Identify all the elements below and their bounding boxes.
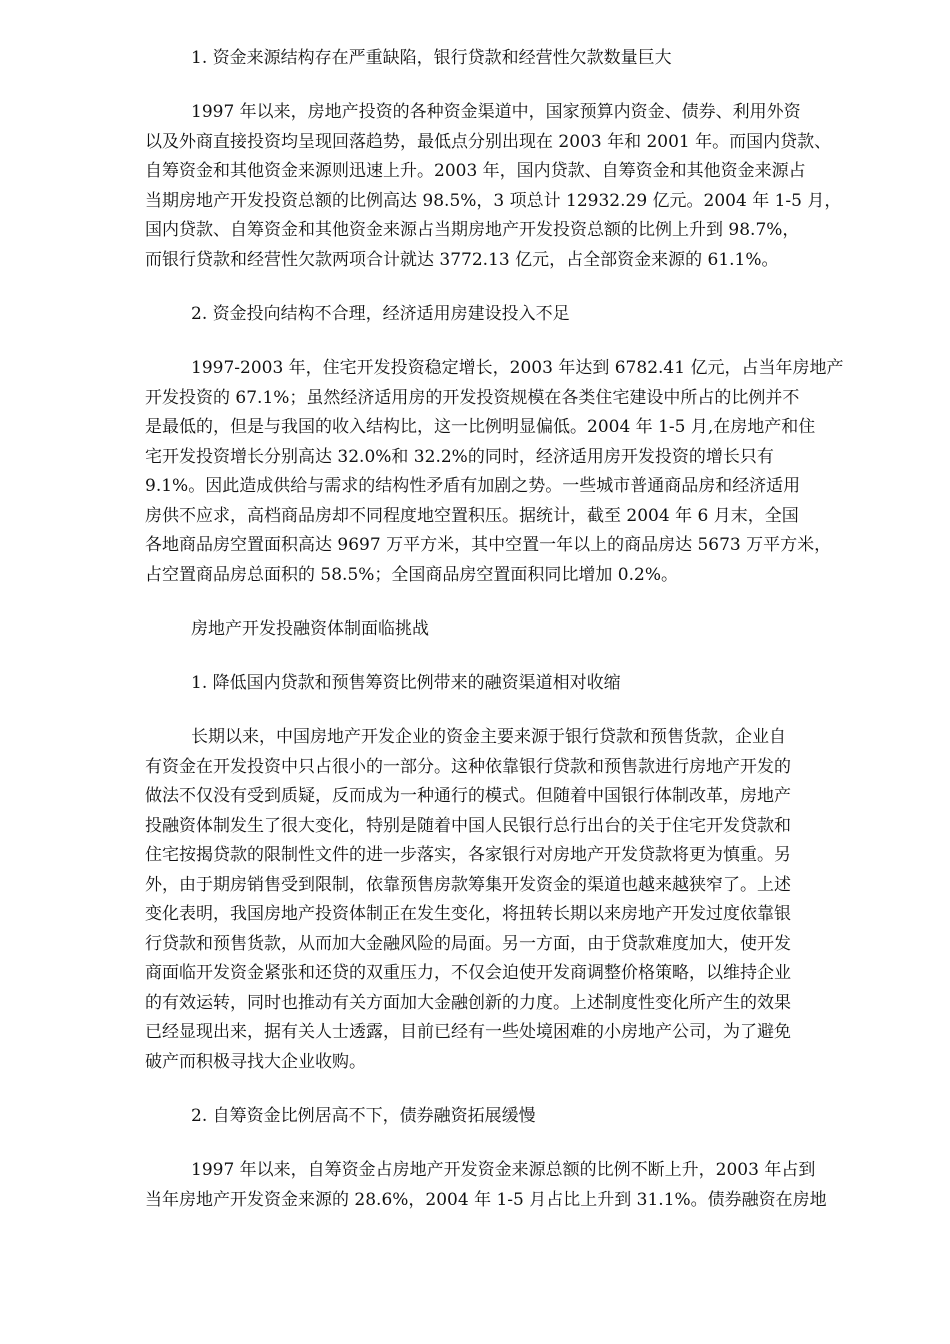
paragraph-line: 当期房地产开发投资总额的比例高达 98.5%，3 项总计 12932.29 亿元。2004 年 1-5 月， xyxy=(145,190,842,211)
paragraph-line: 是最低的，但是与我国的收入结构比，这一比例明显偏低。2004 年 1-5 月,在房地产和住 xyxy=(145,417,816,437)
paragraph-line: 变化表明，我国房地产投资体制正在发生变化，将扭转长期以来房地产开发过度依靠银 xyxy=(145,904,791,924)
paragraph-line: 的有效运转，同时也推动有关方面加大金融创新的力度。上述制度性变化所产生的效果 xyxy=(145,992,791,1013)
paragraph-line: 占空置商品房总面积的 58.5%；全国商品房空置面积同比增加 0.2%。 xyxy=(145,564,679,585)
paragraph-line: 各地商品房空置面积高达 9697 万平方米，其中空置一年以上的商品房达 5673 万平方米， xyxy=(145,535,832,555)
paragraph-line: 外，由于期房销售受到限制，依靠预售房款筹集开发资金的渠道也越来越狭窄了。上述 xyxy=(145,874,791,895)
paragraph-line: 破产而积极寻找大企业收购。 xyxy=(145,1051,366,1072)
paragraph-line: 9.1%。因此造成供给与需求的结构性矛盾有加剧之势。一些城市普通商品房和经济适用 xyxy=(145,476,801,496)
paragraph-line: 国内贷款、自筹资金和其他资金来源占当期房地产开发投资总额的比例上升到 98.7%， xyxy=(145,220,800,240)
section-heading: 2. 自筹资金比例居高不下，债券融资拓展缓慢 xyxy=(191,1106,536,1126)
section-heading: 2. 资金投向结构不合理，经济适用房建设投入不足 xyxy=(191,304,570,324)
paragraph-line: 已经显现出来，据有关人士透露，目前已经有一些处境困难的小房地产公司，为了避免 xyxy=(145,1022,791,1042)
paragraph-line: 行贷款和预售货款，从而加大金融风险的局面。另一方面，由于贷款难度加大，使开发 xyxy=(145,933,791,954)
paragraph-line: 1997 年以来，房地产投资的各种资金渠道中，国家预算内资金、债券、利用外资 xyxy=(191,102,801,122)
paragraph xyxy=(145,723,873,1077)
paragraph-line: 有资金在开发投资中只占很小的一部分。这种依靠银行贷款和预售款进行房地产开发的 xyxy=(145,756,791,777)
paragraph-line: 以及外商直接投资均呈现回落趋势，最低点分别出现在 2003 年和 2001 年。而国内贷款、 xyxy=(145,131,832,152)
paragraph xyxy=(145,354,873,590)
paragraph-line: 当年房地产开发资金来源的 28.6%，2004 年 1-5 月占比上升到 31.1%。债券融资在房地 xyxy=(145,1189,827,1210)
paragraph-line: 开发投资的 67.1%；虽然经济适用房的开发投资规模在各类住宅建设中所占的比例并不 xyxy=(145,387,800,408)
paragraph-line: 自筹资金和其他资金来源则迅速上升。2003 年，国内贷款、自筹资金和其他资金来源占 xyxy=(145,161,806,181)
paragraph-line: 而银行贷款和经营性欠款两项合计就达 3772.13 亿元，占全部资金来源的 61.1%。 xyxy=(145,249,779,270)
paragraph-line: 1997-2003 年，住宅开发投资稳定增长，2003 年达到 6782.41 亿元，占当年房地产 xyxy=(191,358,844,378)
section-heading: 1. 降低国内贷款和预售筹资比例带来的融资渠道相对收缩 xyxy=(191,673,621,693)
paragraph-line: 投融资体制发生了很大变化，特别是随着中国人民银行总行出台的关于住宅开发贷款和 xyxy=(145,815,791,836)
document-page xyxy=(145,44,873,1215)
paragraph-line: 长期以来，中国房地产开发企业的资金主要来源于银行贷款和预售货款，企业自 xyxy=(191,727,786,747)
section-heading: 1. 资金来源结构存在严重缺陷，银行贷款和经营性欠款数量巨大 xyxy=(191,48,672,68)
paragraph xyxy=(145,1156,873,1215)
paragraph-line: 住宅按揭贷款的限制性文件的进一步落实，各家银行对房地产开发贷款将更为慎重。另 xyxy=(145,845,791,865)
section-heading: 房地产开发投融资体制面临挑战 xyxy=(191,619,429,639)
paragraph-line: 商面临开发资金紧张和还贷的双重压力，不仅会迫使开发商调整价格策略，以维持企业 xyxy=(145,963,791,983)
paragraph-line: 做法不仅没有受到质疑，反而成为一种通行的模式。但随着中国银行体制改革，房地产 xyxy=(145,786,791,806)
paragraph xyxy=(145,98,873,275)
paragraph-line: 1997 年以来，自筹资金占房地产开发资金来源总额的比例不断上升，2003 年占到 xyxy=(191,1160,816,1180)
paragraph-line: 房供不应求，高档商品房却不同程度地空置积压。据统计，截至 2004 年 6 月末，全国 xyxy=(145,505,799,526)
paragraph-line: 宅开发投资增长分别高达 32.0%和 32.2%的同时，经济适用房开发投资的增长只有 xyxy=(145,446,774,467)
